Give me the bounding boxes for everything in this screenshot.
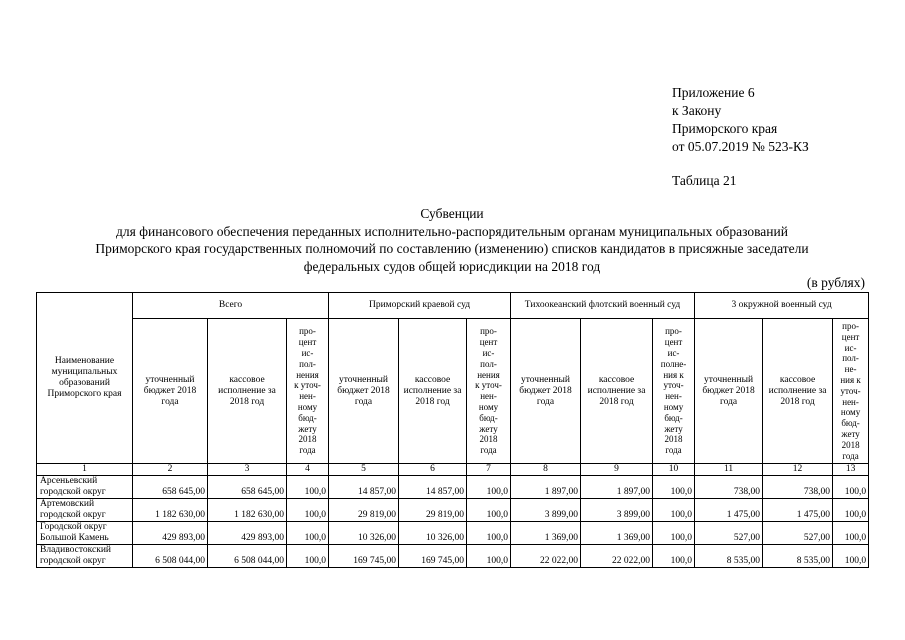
title-line: Приморского края государственных полномочий по составлению (изменению) списков кандидатов в присяжные заседатели <box>95 241 809 256</box>
table-cell: 3 899,00 <box>511 499 581 522</box>
table-cell: 100,0 <box>467 545 511 568</box>
table-cell: 1 369,00 <box>581 522 653 545</box>
title-line: Субвенции <box>420 206 484 221</box>
table-cell: 22 022,00 <box>511 545 581 568</box>
table-cell: 14 857,00 <box>329 476 399 499</box>
column-number: 10 <box>653 464 695 476</box>
annex-line: от 05.07.2019 № 523-КЗ <box>672 139 809 154</box>
table-cell: 100,0 <box>833 499 869 522</box>
table-cell: 100,0 <box>653 476 695 499</box>
table-cell: 658 645,00 <box>208 476 287 499</box>
column-number: 6 <box>399 464 467 476</box>
table-cell: 100,0 <box>287 522 329 545</box>
subheader-budget: уточненный бюджет 2018 года <box>133 319 208 464</box>
column-number: 8 <box>511 464 581 476</box>
column-number: 3 <box>208 464 287 476</box>
table-cell: 1 475,00 <box>695 499 763 522</box>
table-cell: 6 508 044,00 <box>208 545 287 568</box>
column-number: 5 <box>329 464 399 476</box>
table-cell: 100,0 <box>467 499 511 522</box>
subheader-budget: уточненный бюджет 2018 года <box>695 319 763 464</box>
table-cell: 10 326,00 <box>399 522 467 545</box>
table-cell: 429 893,00 <box>208 522 287 545</box>
table-cell: 22 022,00 <box>581 545 653 568</box>
group-header-district-court: 3 окружной военный суд <box>695 293 869 319</box>
table-cell: 3 899,00 <box>581 499 653 522</box>
document-title <box>20 205 884 275</box>
header-name: Наименование муниципальных образований Приморского края <box>37 293 133 464</box>
subventions-table <box>36 292 869 568</box>
column-number: 2 <box>133 464 208 476</box>
column-number: 12 <box>763 464 833 476</box>
column-number: 9 <box>581 464 653 476</box>
table-cell: 6 508 044,00 <box>133 545 208 568</box>
table-cell: 527,00 <box>763 522 833 545</box>
subheader-execution: кассовое исполнение за 2018 год <box>208 319 287 464</box>
table-cell: 100,0 <box>833 522 869 545</box>
subheader-budget: уточненный бюджет 2018 года <box>511 319 581 464</box>
title-line: для финансового обеспечения переданных исполнительно-распорядительным органам муниципальных образований <box>116 223 788 239</box>
annex-line: Приморского края <box>672 121 778 136</box>
subheader-percent: про- цент ис- пол- нения к уточ- нен- ному бюд- жету 2018 года <box>287 319 329 464</box>
annex-line: к Закону <box>672 103 722 118</box>
table-cell: 14 857,00 <box>399 476 467 499</box>
subheader-execution: кассовое исполнение за 2018 год <box>399 319 467 464</box>
table-cell: 100,0 <box>833 545 869 568</box>
table-cell: 100,0 <box>653 522 695 545</box>
table-cell: 1 182 630,00 <box>208 499 287 522</box>
table-cell: 8 535,00 <box>763 545 833 568</box>
group-header-fleet-court: Тихоокеанский флотский военный суд <box>511 293 695 319</box>
municipality-name: Городской округ Большой Камень <box>37 522 133 545</box>
table-cell: 1 369,00 <box>511 522 581 545</box>
table-cell: 738,00 <box>763 476 833 499</box>
table-cell: 1 182 630,00 <box>133 499 208 522</box>
table-cell: 100,0 <box>287 545 329 568</box>
table-cell: 100,0 <box>653 545 695 568</box>
subheader-percent: про- цент ис- пол- не- ния к уточ- нен- ному бюд- жету 2018 года <box>833 319 869 464</box>
table-cell: 29 819,00 <box>329 499 399 522</box>
column-number: 13 <box>833 464 869 476</box>
subheader-percent: про- цент ис- пол- нения к уточ- нен- ному бюд- жету 2018 года <box>467 319 511 464</box>
table-cell: 100,0 <box>653 499 695 522</box>
table-row <box>37 476 869 499</box>
table-cell: 10 326,00 <box>329 522 399 545</box>
column-number: 7 <box>467 464 511 476</box>
subheader-execution: кассовое исполнение за 2018 год <box>763 319 833 464</box>
table-row <box>37 522 869 545</box>
table-cell: 169 745,00 <box>329 545 399 568</box>
table-cell: 8 535,00 <box>695 545 763 568</box>
table-cell: 1 475,00 <box>763 499 833 522</box>
column-number: 11 <box>695 464 763 476</box>
column-numbers-row <box>37 464 869 476</box>
title-line: федеральных судов общей юрисдикции на 2018 год <box>303 258 601 274</box>
table-row <box>37 545 869 568</box>
table-cell: 527,00 <box>695 522 763 545</box>
municipality-name: Артемовский городской округ <box>37 499 133 522</box>
table-cell: 100,0 <box>467 522 511 545</box>
unit-label: (в рублях) <box>806 275 865 290</box>
group-header-total: Всего <box>133 293 329 319</box>
table-cell: 100,0 <box>287 499 329 522</box>
table-row <box>37 499 869 522</box>
subheader-budget: уточненный бюджет 2018 года <box>329 319 399 464</box>
sub-header-row <box>37 319 869 464</box>
annex-block <box>672 84 809 156</box>
table-cell: 738,00 <box>695 476 763 499</box>
table-number: Таблица 21 <box>672 173 737 188</box>
table-cell: 29 819,00 <box>399 499 467 522</box>
table-cell: 100,0 <box>287 476 329 499</box>
subheader-percent: про- цент ис- полне- ния к уточ- нен- ному бюд- жету 2018 года <box>653 319 695 464</box>
municipality-name: Владивостокский городской округ <box>37 545 133 568</box>
table-cell: 100,0 <box>467 476 511 499</box>
column-number: 1 <box>37 464 133 476</box>
table-body <box>37 464 869 568</box>
table-cell: 100,0 <box>833 476 869 499</box>
subheader-execution: кассовое исполнение за 2018 год <box>581 319 653 464</box>
column-number: 4 <box>287 464 329 476</box>
table-cell: 658 645,00 <box>133 476 208 499</box>
table-cell: 1 897,00 <box>581 476 653 499</box>
table-cell: 169 745,00 <box>399 545 467 568</box>
table-cell: 1 897,00 <box>511 476 581 499</box>
table-cell: 429 893,00 <box>133 522 208 545</box>
group-header-regional-court: Приморский краевой суд <box>329 293 511 319</box>
annex-line: Приложение 6 <box>672 85 755 100</box>
municipality-name: Арсеньевский городской округ <box>37 476 133 499</box>
